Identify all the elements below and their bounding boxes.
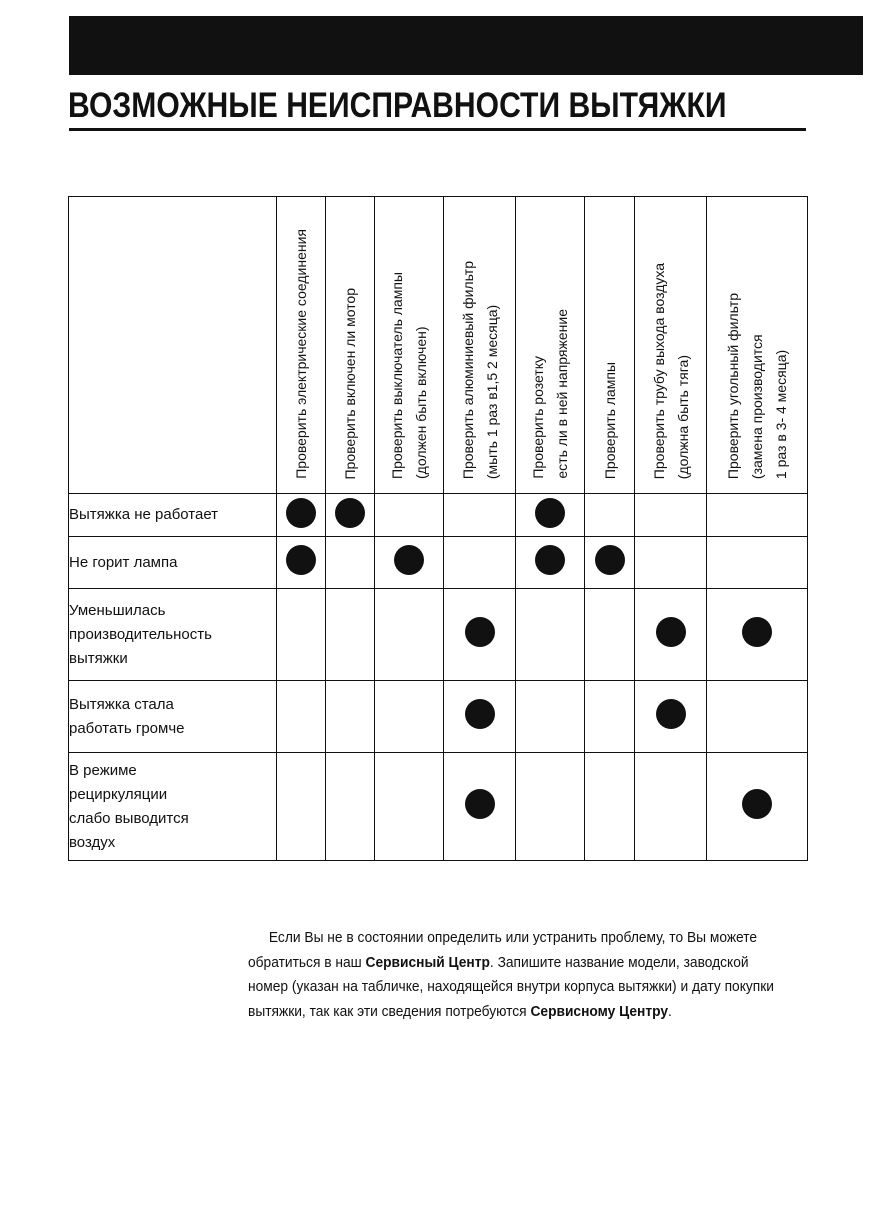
check-cell [444, 681, 516, 753]
check-dot-icon [335, 498, 365, 528]
table-row [69, 753, 808, 861]
check-cell [444, 589, 516, 681]
column-header-6 [585, 197, 635, 494]
check-cell [326, 753, 375, 861]
check-cell [326, 589, 375, 681]
column-header-label: Проверить включен ли мотор [342, 287, 358, 479]
check-cell [707, 681, 808, 753]
column-header-label: Проверить розетку есть ли в ней напряжение [530, 309, 570, 479]
header-black-bar [69, 16, 863, 75]
check-cell [375, 589, 444, 681]
problem-label: Уменьшилась производительность вытяжки [69, 589, 277, 681]
check-cell [516, 681, 585, 753]
check-cell [375, 494, 444, 537]
check-cell [326, 537, 375, 589]
check-cell [326, 681, 375, 753]
check-dot-icon [742, 617, 772, 647]
check-cell [277, 537, 326, 589]
check-cell [444, 494, 516, 537]
column-header-label: Проверить трубу выхода воздуха (должна быть тяга) [650, 262, 691, 479]
column-header-3 [375, 197, 444, 494]
check-dot-icon [286, 498, 316, 528]
check-dot-icon [465, 617, 495, 647]
check-cell [375, 537, 444, 589]
check-cell [635, 681, 707, 753]
column-header-2 [326, 197, 375, 494]
check-dot-icon [595, 545, 625, 575]
check-dot-icon [465, 699, 495, 729]
check-cell [585, 537, 635, 589]
note-service-center: Сервисный Центр [365, 954, 490, 971]
problem-label: Вытяжка не работает [69, 494, 277, 537]
table-row [69, 589, 808, 681]
table-row [69, 494, 808, 537]
check-cell [707, 494, 808, 537]
check-cell [635, 537, 707, 589]
troubleshooting-table [68, 196, 808, 861]
check-cell [635, 494, 707, 537]
table-body [69, 494, 808, 861]
page-title: ВОЗМОЖНЫЕ НЕИСПРАВНОСТИ ВЫТЯЖКИ [68, 86, 727, 125]
check-cell [707, 753, 808, 861]
corner-cell [69, 197, 277, 494]
check-cell [444, 753, 516, 861]
check-cell [516, 753, 585, 861]
column-header-label: Проверить выключатель лампы (должен быть включен) [389, 272, 429, 479]
title-underline [69, 128, 806, 131]
problem-label: Не горит лампа [69, 537, 277, 589]
note-service-center-2: Сервисному Центру [530, 1003, 669, 1020]
problem-label: Вытяжка стала работать громче [69, 681, 277, 753]
column-header-label: Проверить алюминиевый фильтр (мыть 1 раз в1,5 2 месяца) [459, 260, 500, 479]
check-dot-icon [656, 699, 686, 729]
column-header-8 [707, 197, 808, 494]
check-cell [375, 753, 444, 861]
service-note [248, 926, 780, 1024]
check-cell [707, 537, 808, 589]
check-cell [585, 494, 635, 537]
check-dot-icon [742, 789, 772, 819]
check-cell [635, 753, 707, 861]
check-dot-icon [286, 545, 316, 575]
check-cell [585, 753, 635, 861]
note-text-1: Если Вы не в состоянии определить или устранить проблему, то Вы можете обратиться в наш [248, 930, 758, 971]
check-cell [277, 494, 326, 537]
table-row [69, 537, 808, 589]
check-cell [585, 589, 635, 681]
check-cell [516, 537, 585, 589]
check-cell [277, 753, 326, 861]
check-cell [444, 537, 516, 589]
table-header-row [69, 197, 808, 494]
check-cell [516, 589, 585, 681]
column-header-7 [635, 197, 707, 494]
check-cell [326, 494, 375, 537]
check-cell [277, 681, 326, 753]
column-header-label: Проверить угольный фильтр (замена производится 1 раз в 3- 4 месяца) [725, 292, 789, 479]
check-dot-icon [535, 498, 565, 528]
check-dot-icon [465, 789, 495, 819]
column-header-label: Проверить лампы [601, 361, 618, 479]
check-dot-icon [394, 545, 424, 575]
column-header-1 [277, 197, 326, 494]
note-text-2: . Запишите название модели, заводской номер (указан на табличке, находящейся внутри корпуса вытяжки) и дату покупки вытяжки, так как эти сведения потребуются [248, 954, 774, 1020]
problem-label: В режиме рециркуляции слабо выводится воздух [69, 753, 277, 861]
table-row [69, 681, 808, 753]
check-cell [375, 681, 444, 753]
check-cell [516, 494, 585, 537]
check-cell [585, 681, 635, 753]
column-header-label: Проверить электрические соединения [293, 229, 309, 479]
note-text-3: . [668, 1003, 672, 1020]
check-cell [707, 589, 808, 681]
check-cell [635, 589, 707, 681]
check-dot-icon [535, 545, 565, 575]
check-cell [277, 589, 326, 681]
check-dot-icon [656, 617, 686, 647]
column-header-5 [516, 197, 585, 494]
column-header-4 [444, 197, 516, 494]
